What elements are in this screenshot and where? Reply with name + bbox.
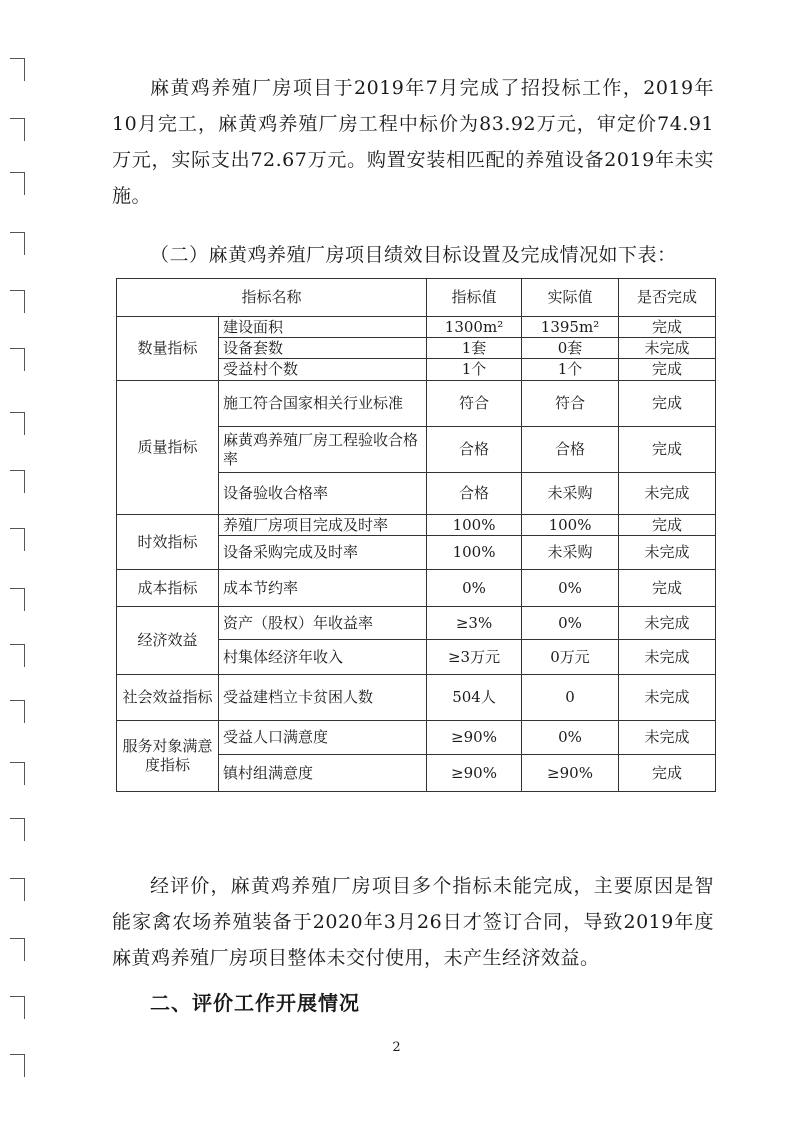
binding-mark	[10, 232, 25, 255]
header-indicator-name: 指标名称	[117, 279, 427, 317]
target-cell: ≥90%	[427, 721, 522, 755]
table-row	[117, 721, 716, 755]
header-actual: 实际值	[522, 279, 619, 317]
binding-mark	[10, 470, 25, 493]
binding-mark	[10, 1054, 25, 1077]
category-cell: 质量指标	[117, 381, 219, 515]
indicator-cell: 资产（股权）年收益率	[219, 607, 427, 640]
actual-cell: 0%	[522, 570, 619, 607]
target-cell: 合格	[427, 473, 522, 515]
status-cell: 未完成	[619, 640, 716, 675]
category-cell: 数量指标	[117, 317, 219, 381]
binding-mark	[10, 348, 25, 371]
status-cell: 完成	[619, 359, 716, 381]
intro-paragraph: 麻黄鸡养殖厂房项目于2019年7月完成了招投标工作，2019年10月完工，麻黄鸡养殖厂房工程中标价为83.92万元，审定价74.91万元，实际支出72.67万元。购置安装相匹配的养殖设备2019年未实施。	[112, 77, 714, 207]
status-cell: 完成	[619, 515, 716, 536]
binding-mark	[10, 818, 25, 841]
target-cell: 1个	[427, 359, 522, 381]
binding-mark	[10, 290, 25, 313]
table-header-row	[117, 279, 716, 317]
binding-mark	[10, 588, 25, 611]
target-cell: ≥3万元	[427, 640, 522, 675]
actual-cell: 100%	[522, 515, 619, 536]
table-row	[117, 675, 716, 721]
status-cell: 未完成	[619, 721, 716, 755]
status-cell: 未完成	[619, 473, 716, 515]
target-cell: 合格	[427, 427, 522, 473]
indicator-cell: 麻黄鸡养殖厂房工程验收合格率	[219, 427, 427, 473]
binding-mark	[10, 172, 25, 195]
indicator-cell: 设备验收合格率	[219, 473, 427, 515]
binding-mark	[10, 644, 25, 667]
indicator-cell: 受益村个数	[219, 359, 427, 381]
status-cell: 未完成	[619, 607, 716, 640]
category-cell: 时效指标	[117, 515, 219, 570]
table-caption: （二）麻黄鸡养殖厂房项目绩效目标设置及完成情况如下表：	[150, 244, 677, 266]
status-cell: 未完成	[619, 536, 716, 570]
indicator-cell: 设备套数	[219, 338, 427, 359]
table-row	[117, 515, 716, 536]
actual-cell: 符合	[522, 381, 619, 427]
status-cell: 未完成	[619, 675, 716, 721]
binding-mark	[10, 938, 25, 961]
binding-mark	[10, 762, 25, 785]
actual-cell: 0万元	[522, 640, 619, 675]
actual-cell: 0%	[522, 607, 619, 640]
binding-mark	[10, 700, 25, 723]
table-row	[117, 607, 716, 640]
category-cell: 社会效益指标	[117, 675, 219, 721]
actual-cell: 0	[522, 675, 619, 721]
binding-mark	[10, 58, 25, 81]
category-cell: 成本指标	[117, 570, 219, 607]
indicator-cell: 镇村组满意度	[219, 755, 427, 792]
target-cell: 0%	[427, 570, 522, 607]
indicator-cell: 成本节约率	[219, 570, 427, 607]
binding-mark	[10, 996, 25, 1019]
page-number: 2	[392, 1040, 401, 1055]
binding-mark	[10, 528, 25, 551]
target-cell: ≥3%	[427, 607, 522, 640]
status-cell: 完成	[619, 427, 716, 473]
binding-mark	[10, 878, 25, 901]
target-cell: 1套	[427, 338, 522, 359]
status-cell: 完成	[619, 570, 716, 607]
category-cell: 经济效益	[117, 607, 219, 675]
table-row	[117, 317, 716, 338]
indicator-cell: 村集体经济年收入	[219, 640, 427, 675]
target-cell: 504人	[427, 675, 522, 721]
binding-mark	[10, 412, 25, 435]
actual-cell: 1395m²	[522, 317, 619, 338]
section-heading: 二、评价工作开展情况	[150, 991, 360, 1015]
status-cell: 完成	[619, 317, 716, 338]
target-cell: 符合	[427, 381, 522, 427]
indicator-cell: 设备采购完成及时率	[219, 536, 427, 570]
indicator-cell: 受益建档立卡贫困人数	[219, 675, 427, 721]
evaluation-paragraph: 经评价，麻黄鸡养殖厂房项目多个指标未能完成，主要原因是智能家禽农场养殖装备于2020年3月26日才签订合同，导致2019年度麻黄鸡养殖厂房项目整体未交付使用，未产生经济效益。	[112, 875, 714, 969]
actual-cell: 1个	[522, 359, 619, 381]
category-cell: 服务对象满意度指标	[117, 721, 219, 792]
indicator-cell: 受益人口满意度	[219, 721, 427, 755]
actual-cell: 未采购	[522, 473, 619, 515]
actual-cell: 未采购	[522, 536, 619, 570]
target-cell: 1300m²	[427, 317, 522, 338]
status-cell: 完成	[619, 381, 716, 427]
actual-cell: 合格	[522, 427, 619, 473]
target-cell: 100%	[427, 515, 522, 536]
actual-cell: 0套	[522, 338, 619, 359]
indicator-cell: 养殖厂房项目完成及时率	[219, 515, 427, 536]
status-cell: 完成	[619, 755, 716, 792]
performance-table	[116, 278, 716, 792]
table-row	[117, 381, 716, 427]
status-cell: 未完成	[619, 338, 716, 359]
binding-mark	[10, 118, 25, 141]
indicator-cell: 施工符合国家相关行业标准	[219, 381, 427, 427]
indicator-cell: 建设面积	[219, 317, 427, 338]
target-cell: 100%	[427, 536, 522, 570]
header-target: 指标值	[427, 279, 522, 317]
target-cell: ≥90%	[427, 755, 522, 792]
binding-marks	[0, 0, 40, 1121]
header-status: 是否完成	[619, 279, 716, 317]
table-row	[117, 570, 716, 607]
actual-cell: 0%	[522, 721, 619, 755]
actual-cell: ≥90%	[522, 755, 619, 792]
